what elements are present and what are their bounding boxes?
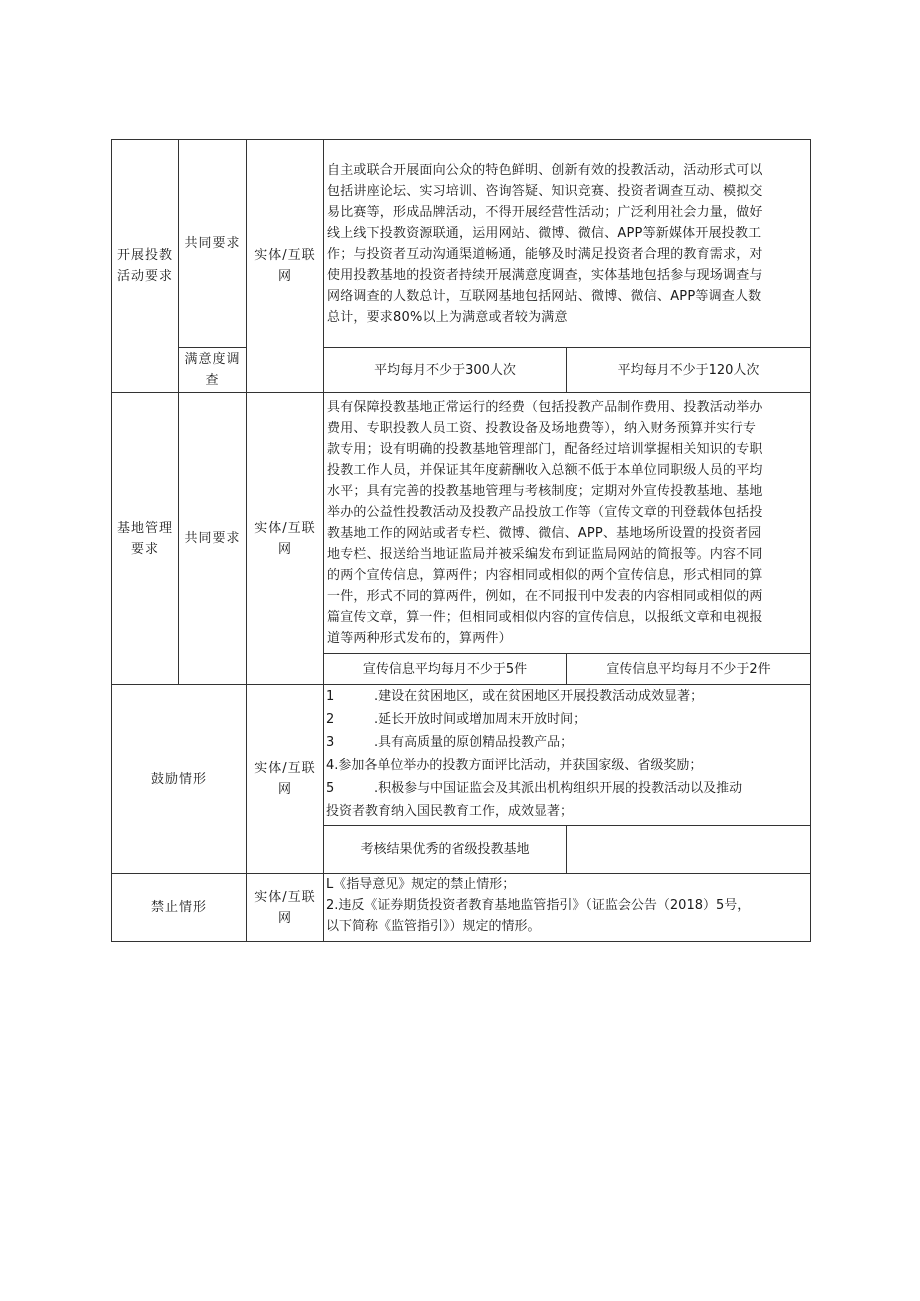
prohibit-type-cell bbox=[247, 874, 324, 942]
encourage-item bbox=[326, 754, 808, 777]
encourage-type-cell bbox=[247, 685, 324, 874]
prohibit-line: L《指导意见》规定的禁止情形； bbox=[326, 877, 516, 892]
activity-content-cell bbox=[324, 140, 811, 348]
encourage-item-number: 4 bbox=[326, 758, 335, 773]
encourage-item-number: 2 bbox=[326, 712, 335, 727]
management-type: 实体/互联网 bbox=[254, 520, 316, 557]
activity-content-line: 网络调查的人数总计，互联网基地包括网站、微博、微信、APP等调查人数 bbox=[327, 288, 762, 304]
encourage-item bbox=[326, 777, 808, 800]
management-type-cell bbox=[247, 393, 324, 685]
management-metric-physical bbox=[324, 654, 567, 685]
prohibit-type: 实体/互联网 bbox=[254, 889, 316, 926]
encourage-item-text: .具有高质量的原创精品投教产品； bbox=[374, 735, 574, 750]
encourage-item-number: 5 bbox=[326, 781, 335, 796]
activity-title-cell bbox=[112, 140, 179, 393]
encourage-metric-cell bbox=[324, 826, 567, 874]
activity-content-line: 自主或联合开展面向公众的特色鲜明、创新有效的投教活动，活动形式可以 bbox=[327, 162, 763, 178]
management-sub-common: 共同要求 bbox=[184, 531, 241, 546]
prohibit-row bbox=[112, 874, 811, 942]
activity-content-line: 易比赛等，形成品牌活动，不得开展经营性活动；广泛利用社会力量，做好 bbox=[327, 204, 763, 220]
prohibit-title: 禁止情形 bbox=[150, 900, 207, 915]
management-content-line: 举办的公益性投教活动及投教产品投放工作等（宣传文章的刊登载体包括投 bbox=[327, 505, 763, 520]
management-content-line: 款专用；设有明确的投教基地管理部门，配备经过培训掌握相关知识的专职 bbox=[327, 442, 763, 457]
management-title: 基地管理要求 bbox=[116, 520, 173, 557]
encourage-metric-text: 考核结果优秀的省级投教基地 bbox=[360, 842, 530, 857]
management-content-line: 篇宣传文章，算一件；但相同或相似内容的宣传信息，以报纸文章和电视报 bbox=[327, 610, 763, 625]
activity-survey-cell bbox=[179, 348, 247, 393]
activity-common-cell bbox=[179, 140, 247, 348]
management-content-line: 一件，形式不同的算两件，例如，在不同报刊中发表的内容相同或相似的两 bbox=[327, 589, 763, 604]
management-title-cell bbox=[112, 393, 179, 685]
management-metric-internet-text: 宣传信息平均每月不少于2件 bbox=[606, 661, 771, 677]
activity-content-line: 包括讲座论坛、实习培训、咨询答疑、知识竞赛、投资者调查互动、模拟交 bbox=[327, 183, 763, 199]
encourage-title-cell bbox=[112, 685, 247, 874]
encourage-type: 实体/互联网 bbox=[254, 761, 316, 797]
activity-title: 开展投教活动要求 bbox=[116, 248, 173, 284]
activity-metric-internet-text: 平均每月不少于120人次 bbox=[617, 362, 760, 378]
encourage-list-cell bbox=[324, 685, 811, 826]
prohibit-line: 以下简称《监管指引》）规定的情形。 bbox=[326, 919, 541, 934]
management-content-line: 教基地工作的网站或者专栏、微博、微信、APP、基地场所设置的投资者园 bbox=[327, 526, 762, 541]
encourage-empty-cell bbox=[567, 826, 811, 874]
encourage-item-continuation: 投资者教育纳入国民教育工作，成效显著； bbox=[326, 804, 574, 819]
encourage-item bbox=[326, 731, 808, 754]
prohibit-line: 2.违反《证券期货投资者教育基地监管指引》（证监会公告（2018）5号， bbox=[326, 898, 751, 913]
management-metric-internet bbox=[567, 654, 811, 685]
management-content-line: 投教工作人员，并保证其年度薪酬收入总额不低于本单位同职级人员的平均 bbox=[327, 463, 763, 478]
activity-content-line: 作；与投资者互动沟通渠道畅通，能够及时满足投资者合理的教育需求，对 bbox=[327, 246, 763, 262]
encourage-row-list bbox=[112, 685, 811, 826]
encourage-item-number: 3 bbox=[326, 735, 335, 750]
prohibit-list-cell bbox=[324, 874, 811, 942]
encourage-item-text: .建设在贫困地区，或在贫困地区开展投教活动成效显著； bbox=[374, 689, 704, 704]
prohibit-title-cell bbox=[112, 874, 247, 942]
activity-sub-common: 共同要求 bbox=[184, 236, 241, 251]
activity-type: 实体/互联网 bbox=[254, 248, 316, 284]
activity-sub-survey: 满意度调查 bbox=[184, 352, 241, 388]
encourage-item bbox=[326, 708, 808, 731]
management-content-line: 水平；具有完善的投教基地管理与考核制度；定期对外宣传投教基地、基地 bbox=[327, 484, 763, 499]
encourage-title: 鼓励情形 bbox=[150, 771, 207, 787]
activity-row-common bbox=[112, 140, 811, 348]
management-row-content bbox=[112, 393, 811, 654]
activity-metric-physical-text: 平均每月不少于300人次 bbox=[374, 362, 516, 378]
activity-content-line: 总计，要求80%以上为满意或者较为满意 bbox=[327, 309, 568, 325]
activity-metric-physical bbox=[324, 348, 567, 393]
requirements-table bbox=[111, 139, 811, 942]
management-content-cell bbox=[324, 393, 811, 654]
encourage-item-text: .积极参与中国证监会及其派出机构组织开展的投教活动以及推动 bbox=[374, 781, 743, 796]
encourage-item-text: .延长开放时间或增加周末开放时间； bbox=[374, 712, 587, 727]
management-content-line: 具有保障投教基地正常运行的经费（包括投教产品制作费用、投教活动举办 bbox=[327, 400, 763, 415]
management-content-line: 道等两种形式发布的，算两件） bbox=[327, 631, 512, 646]
activity-row-survey bbox=[112, 348, 811, 393]
encourage-item-number: 1 bbox=[326, 689, 335, 704]
management-metric-physical-text: 宣传信息平均每月不少于5件 bbox=[362, 661, 528, 677]
management-content-line: 的两个宣传信息，算两件；内容相同或相似的两个宣传信息，形式相同的算 bbox=[327, 568, 763, 583]
activity-metric-internet bbox=[567, 348, 811, 393]
activity-type-cell bbox=[247, 140, 324, 393]
management-content-line: 费用、专职投教人员工资、投教设备及场地费等），纳入财务预算并实行专 bbox=[327, 421, 757, 436]
activity-content-line: 使用投教基地的投资者持续开展满意度调查，实体基地包括参与现场调查与 bbox=[327, 267, 763, 283]
encourage-item bbox=[326, 685, 808, 708]
management-common-cell bbox=[179, 393, 247, 685]
management-content-line: 地专栏、报送给当地证监局并被采编发布到证监局网站的简报等。内容不同 bbox=[327, 547, 763, 562]
activity-content-line: 线上线下投教资源联通，运用网站、微博、微信、APP等新媒体开展投教工 bbox=[327, 225, 762, 241]
encourage-item-text: .参加各单位举办的投教方面评比活动，并获国家级、省级奖励； bbox=[334, 758, 703, 773]
